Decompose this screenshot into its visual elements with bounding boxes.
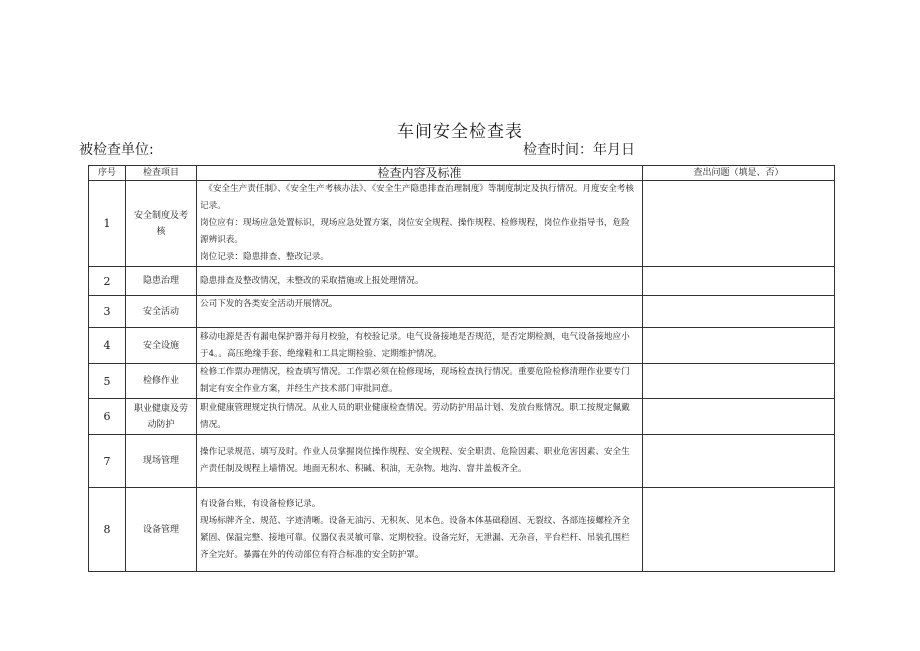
- row-content: [197, 328, 643, 364]
- content-line: 职业健康管理规定执行情况。从业人员的职业健康检查情况。劳动防护用品计划、发放台账情况。职工按规定佩戴情况。: [200, 402, 630, 430]
- row-result-cell[interactable]: [643, 435, 835, 488]
- content-line: 岗位应有：现场应急处置标识，现场应急处置方案，岗位安全规程、操作规程、检修规程，岗位作业指导书，危险源辨识表。: [200, 218, 630, 245]
- row-item: 设备管理: [126, 488, 197, 572]
- table-row: [89, 267, 835, 296]
- header-content: 检查内容及标准: [197, 166, 643, 181]
- content-line: 隐患排查及整改情况，未整改的采取措施或上报处理情况。: [200, 275, 424, 286]
- row-no: 2: [89, 267, 126, 296]
- row-no: 3: [89, 296, 126, 328]
- row-content: [197, 181, 643, 267]
- content-line: 岗位记录：隐患排查、整改记录。: [200, 252, 329, 262]
- document-title: 车间安全检查表: [397, 122, 523, 142]
- row-no: 7: [89, 435, 126, 488]
- row-content: [197, 488, 643, 572]
- content-line: 移动电源是否有漏电保护器并每月校验，有校验记录。电气设备接地是否规范，是否定期检测，电气设备接地应小于4。。高压绝缘手套、绝缘鞋和工具定期检验、定期维护情况。: [200, 331, 630, 359]
- row-result-cell[interactable]: [643, 267, 835, 296]
- row-result-cell[interactable]: [643, 181, 835, 267]
- table-row: [89, 399, 835, 435]
- table-row: [89, 364, 835, 399]
- row-result-cell[interactable]: [643, 488, 835, 572]
- header-no: 序号: [89, 166, 126, 181]
- row-content: [197, 364, 643, 399]
- table-row: [89, 181, 835, 267]
- table-header-row: [89, 166, 835, 181]
- row-content: [197, 296, 643, 328]
- table-row: [89, 488, 835, 572]
- row-result-cell[interactable]: [643, 399, 835, 435]
- row-no: 5: [89, 364, 126, 399]
- row-result-cell[interactable]: [643, 296, 835, 328]
- row-item: 安全设施: [126, 328, 197, 364]
- row-item: 检修作业: [126, 364, 197, 399]
- inspection-time-label: 检查时间：年月日: [523, 142, 635, 158]
- row-no: 4: [89, 328, 126, 364]
- row-no: 8: [89, 488, 126, 572]
- row-result-cell[interactable]: [643, 364, 835, 399]
- table-row: [89, 435, 835, 488]
- row-no: 6: [89, 399, 126, 435]
- row-item: 职业健康及劳动防护: [126, 399, 197, 435]
- row-item: 现场管理: [126, 435, 197, 488]
- content-line: 现场标牌齐全、规范、字迹清晰。设备无油污、无积灰、见本色。设备本体基础稳固、无裂纹、各部连接螺栓齐全紧固、保温完整、接地可靠。仪器仪表灵敏可靠、定期校验。设备完好，无泄漏、无杂音，平台栏杆、吊装孔围栏齐全完好。暴露在外的传动部位有符合标准的安全防护罩。: [200, 515, 630, 560]
- header-item: 检查项目: [126, 166, 197, 181]
- row-result-cell[interactable]: [643, 328, 835, 364]
- header-result: 查出问题（填是、否）: [643, 166, 835, 181]
- inspection-table: [88, 165, 835, 572]
- content-line: 操作记录规范、填写及时。作业人员掌握岗位操作规程、安全规程、安全职责、危险因素、职业危害因素、安全生产责任制及规程上墙情况。地面无积水、积碱、积油，无杂物。地沟、窨井盖板齐全。: [200, 447, 630, 474]
- row-content: [197, 267, 643, 296]
- row-item: 隐患治理: [126, 267, 197, 296]
- row-content: [197, 399, 643, 435]
- content-line: 《安全生产责任制》、《安全生产考核办法》、《安全生产隐患排查治理制度》等制度制定及执行情况。月度安全考核记录。: [200, 184, 634, 211]
- table-row: [89, 296, 835, 328]
- row-item: 安全制度及考核: [126, 181, 197, 267]
- row-content: [197, 435, 643, 488]
- content-line: 公司下发的各类安全活动开展情况。: [200, 299, 338, 309]
- content-line: 有设备台账，有设备检修记录。: [200, 498, 321, 509]
- table-row: [89, 328, 835, 364]
- content-line: 检修工作票办理情况，检查填写情况。工作票必须在检修现场，现场检查执行情况。重要危险检修清理作业要专门制定有安全作业方案，并经生产技术部门审批同意。: [200, 367, 630, 394]
- inspected-unit-label: 被检查单位:: [79, 142, 154, 158]
- row-no: 1: [89, 181, 126, 267]
- row-item: 安全活动: [126, 296, 197, 328]
